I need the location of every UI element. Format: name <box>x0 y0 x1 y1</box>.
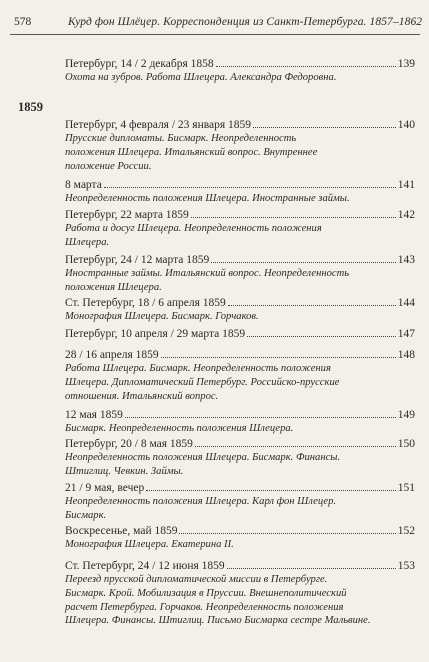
entry-heading <box>65 481 415 495</box>
entry-place-date: 28 / 16 апреля 1859 <box>65 349 159 361</box>
entry-heading <box>65 253 415 267</box>
toc-entry <box>65 208 415 250</box>
entry-page-number: 147 <box>397 328 415 340</box>
toc-entry <box>65 348 415 403</box>
entry-summary-line: расчет Петербурга. Горчаков. Неопределенность положения <box>65 601 344 613</box>
entry-summary-line: положения Шлецера. <box>65 281 162 293</box>
dot-leader <box>104 187 396 188</box>
entry-heading <box>65 208 415 222</box>
dot-leader <box>216 66 396 67</box>
toc-entry <box>65 437 415 479</box>
entry-summary-line: Штиглиц. Чевкин. Займы. <box>65 465 184 477</box>
entry-place-date: 21 / 9 мая, вечер <box>65 482 145 494</box>
header-rule <box>10 34 420 35</box>
toc-entry <box>65 481 415 523</box>
entry-summary-line: Бисмарк. <box>65 509 107 521</box>
entry-place-date: 8 марта <box>65 179 102 191</box>
entry-summary-line: положение России. <box>65 160 152 172</box>
entry-place-date: Петербург, 4 февраля / 23 января 1859 <box>65 119 252 131</box>
entry-place-date: 12 мая 1859 <box>65 409 123 421</box>
entry-summary-line: Бисмарк. Неопределенность положения Шлецера. <box>65 423 294 434</box>
entry-summary-line: Бисмарк. Крой. Мобилизация в Пруссии. Внешнеполитический <box>65 587 347 599</box>
entry-summary-line: Переезд прусской дипломатической миссии в Петербурге. <box>65 574 328 585</box>
entry-summary-line: Прусские дипломаты. Бисмарк. Неопределенность <box>65 133 297 144</box>
entry-summary-line: Неопределенность положения Шлецера. Иностранные займы. <box>65 193 350 204</box>
entry-heading <box>65 408 415 422</box>
entry-heading <box>65 118 415 132</box>
dot-leader <box>195 446 396 447</box>
dot-leader <box>211 262 396 263</box>
entry-place-date: Петербург, 24 / 12 марта 1859 <box>65 254 210 266</box>
dot-leader <box>227 568 396 569</box>
dot-leader <box>228 305 396 306</box>
entry-place-date: Петербург, 10 апреля / 29 марта 1859 <box>65 328 246 340</box>
entry-summary-line: Неопределенность положения Шлецера. Карл фон Шлецер. <box>65 496 337 507</box>
entry-page-number: 153 <box>397 560 415 572</box>
entry-summary-line: Работа Шлецера. Бисмарк. Неопределенность положения <box>65 363 331 374</box>
toc-entry <box>65 296 415 324</box>
page-header <box>10 14 423 32</box>
toc-entry <box>65 118 415 173</box>
entry-summary-line: положения Шлецера. Итальянский вопрос. Внутреннее <box>65 146 318 158</box>
entry-page-number: 148 <box>397 349 415 361</box>
entry-summary-line: Охота на зубров. Работа Шлецера. Александра Федоровна. <box>65 72 337 83</box>
entry-page-number: 142 <box>397 209 415 221</box>
entry-heading <box>65 524 415 538</box>
entry-heading <box>65 559 415 573</box>
entry-place-date: Ст. Петербург, 24 / 12 июня 1859 <box>65 560 225 572</box>
entry-heading <box>65 178 415 192</box>
toc-entry <box>65 178 415 206</box>
entry-summary-line: Неопределенность положения Шлецера. Бисмарк. Финансы. <box>65 452 341 463</box>
entry-summary-line: отношения. Итальянский вопрос. <box>65 390 219 402</box>
entry-heading <box>65 327 415 341</box>
entry-summary-line: Шлецера. Дипломатический Петербург. Российско-прусские <box>65 376 340 388</box>
dot-leader <box>146 490 396 491</box>
toc-entry <box>65 408 415 436</box>
dot-leader <box>179 533 395 534</box>
entry-heading <box>65 348 415 362</box>
entry-heading <box>65 296 415 310</box>
entry-page-number: 149 <box>397 409 415 421</box>
entry-place-date: Петербург, 14 / 2 декабря 1858 <box>65 58 214 70</box>
entry-summary-line: Иностранные займы. Итальянский вопрос. Неопределенность <box>65 268 350 279</box>
entry-page-number: 151 <box>397 482 415 494</box>
entry-heading <box>65 57 415 71</box>
entry-page-number: 139 <box>397 58 415 70</box>
entry-page-number: 141 <box>397 179 415 191</box>
entry-page-number: 152 <box>397 525 415 537</box>
entry-place-date: Петербург, 22 марта 1859 <box>65 209 189 221</box>
entry-summary-line: Шлецера. Финансы. Штиглиц. Письмо Бисмарка сестре Мальвине. <box>65 615 371 627</box>
entry-place-date: Ст. Петербург, 18 / 6 апреля 1859 <box>65 297 226 309</box>
running-title: Курд фон Шлёцер. Корреспонденция из Санкт-Петербурга. 1857–1862 <box>68 16 423 28</box>
dot-leader <box>247 336 396 337</box>
toc-entry <box>65 57 415 85</box>
dot-leader <box>125 417 396 418</box>
entry-place-date: Воскресенье, май 1859 <box>65 525 178 537</box>
dot-leader <box>253 127 396 128</box>
entry-summary-line: Работа и досуг Шлецера. Неопределенность положения <box>65 223 322 234</box>
entry-page-number: 144 <box>397 297 415 309</box>
dot-leader <box>191 217 396 218</box>
page-number: 578 <box>14 16 32 28</box>
entry-page-number: 140 <box>397 119 415 131</box>
entry-summary-line: Шлецера. <box>65 236 110 248</box>
year-heading: 1859 <box>18 100 43 114</box>
toc-entry <box>65 524 415 552</box>
toc-entry <box>65 559 415 628</box>
entry-page-number: 143 <box>397 254 415 266</box>
toc-entry <box>65 253 415 295</box>
dot-leader <box>161 357 396 358</box>
entry-heading <box>65 437 415 451</box>
entry-summary-line: Монография Шлецера. Екатерина II. <box>65 539 234 550</box>
toc-entry <box>65 327 415 341</box>
entry-place-date: Петербург, 20 / 8 мая 1859 <box>65 438 193 450</box>
entry-page-number: 150 <box>397 438 415 450</box>
entry-summary-line: Монография Шлецера. Бисмарк. Горчаков. <box>65 311 259 322</box>
